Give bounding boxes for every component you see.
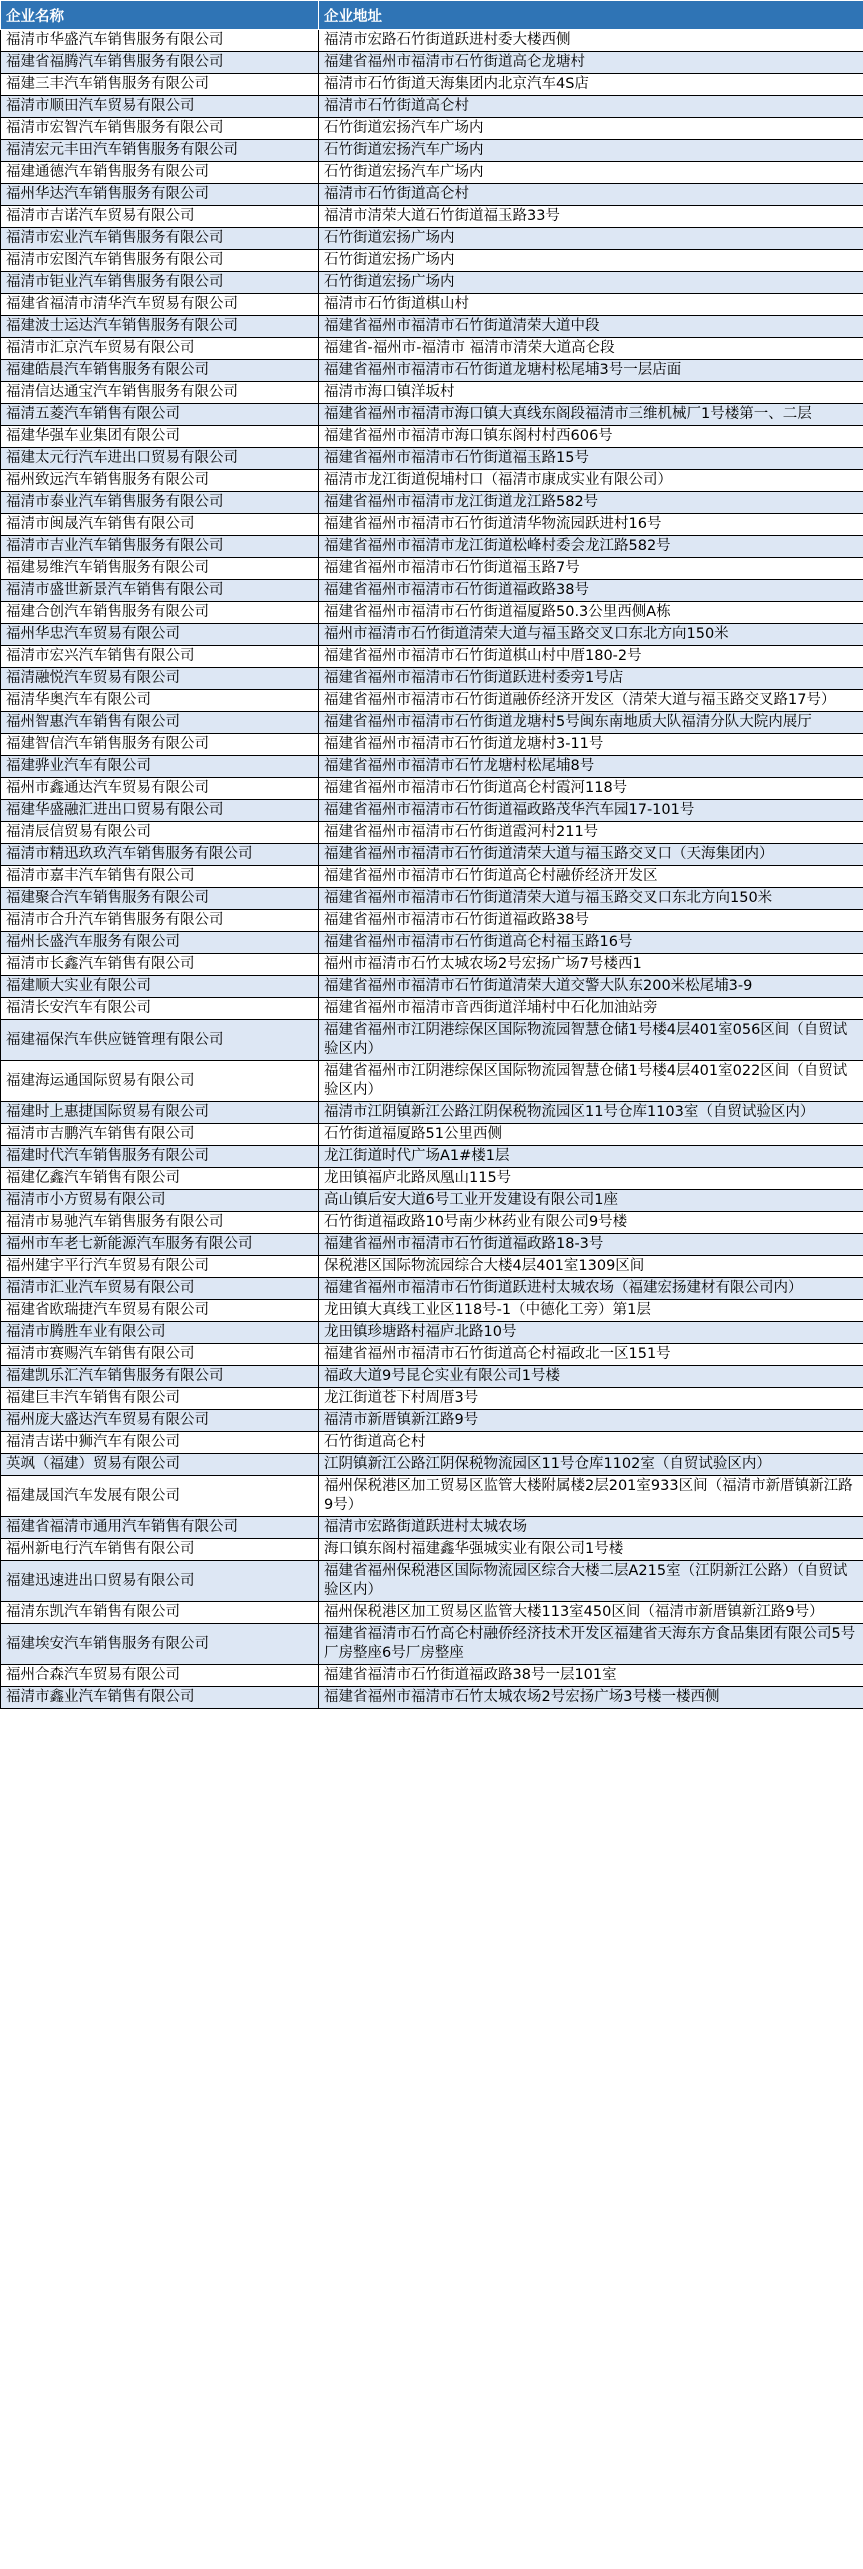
table-row (1, 1624, 863, 1665)
company-address-cell: 福州保税港区加工贸易区监管大楼113室450区间（福清市新厝镇新江路9号） (319, 1602, 863, 1624)
company-address-cell: 石竹街道宏扬广场内 (319, 272, 863, 294)
table-body (1, 30, 863, 1709)
company-address-cell: 保税港区国际物流园综合大楼4层401室1309区间 (319, 1256, 863, 1278)
company-name-cell: 福清市小方贸易有限公司 (1, 1190, 319, 1212)
company-address-cell: 福州市福清市石竹街道清荣大道与福玉路交叉口东北方向150米 (319, 624, 863, 646)
company-address-cell: 高山镇后安大道6号工业开发建设有限公司1座 (319, 1190, 863, 1212)
company-name-cell: 福建太元行汽车进出口贸易有限公司 (1, 448, 319, 470)
table-row (1, 1539, 863, 1561)
table-row (1, 1234, 863, 1256)
company-address-cell: 福清市石竹街道高仑村 (319, 184, 863, 206)
company-address-cell: 福建省福州市福清市海口镇大真线东阁段福清市三维机械厂1号楼第一、二层 (319, 404, 863, 426)
company-address-cell: 石竹街道宏扬汽车广场内 (319, 118, 863, 140)
company-name-cell: 福建巨丰汽车销售有限公司 (1, 1388, 319, 1410)
company-name-cell: 福清东凯汽车销售有限公司 (1, 1602, 319, 1624)
company-address-cell: 福建省福州市福清市石竹街道高仑村霞河118号 (319, 778, 863, 800)
company-name-cell: 福清市长鑫汽车销售有限公司 (1, 954, 319, 976)
company-name-cell: 福清辰信贸易有限公司 (1, 822, 319, 844)
company-name-cell: 福清市赛赐汽车销售有限公司 (1, 1344, 319, 1366)
table-row (1, 932, 863, 954)
company-address-cell: 福政大道9号昆仑实业有限公司1号楼 (319, 1366, 863, 1388)
table-row (1, 1687, 863, 1709)
table-row (1, 1517, 863, 1539)
table-row (1, 998, 863, 1020)
table-row (1, 426, 863, 448)
table-row (1, 1124, 863, 1146)
company-name-cell: 福州华忠汽车贸易有限公司 (1, 624, 319, 646)
company-address-cell: 石竹街道宏扬广场内 (319, 228, 863, 250)
table-row (1, 1278, 863, 1300)
table-row (1, 976, 863, 998)
company-address-cell: 海口镇东阁村福建鑫华强城实业有限公司1号楼 (319, 1539, 863, 1561)
table-row (1, 756, 863, 778)
table-row (1, 1322, 863, 1344)
company-address-cell: 龙田镇大真线工业区118号-1（中德化工旁）第1层 (319, 1300, 863, 1322)
company-address-cell: 福建省福州市福清市石竹街道龙塘村3-11号 (319, 734, 863, 756)
company-address-cell: 福建省福州市福清市石竹街道福政路38号 (319, 910, 863, 932)
company-name-cell: 福清宏元丰田汽车销售服务有限公司 (1, 140, 319, 162)
company-name-cell: 福清市汇京汽车贸易有限公司 (1, 338, 319, 360)
table-row (1, 184, 863, 206)
table-row (1, 866, 863, 888)
company-address-cell: 福建省福州市福清市石竹街道福政路18-3号 (319, 1234, 863, 1256)
company-address-cell: 石竹街道宏扬汽车广场内 (319, 162, 863, 184)
header-company-address: 企业地址 (319, 1, 863, 30)
company-name-cell: 福州合森汽车贸易有限公司 (1, 1665, 319, 1687)
company-address-cell: 龙江街道苍下村周厝3号 (319, 1388, 863, 1410)
table-row (1, 162, 863, 184)
table-row (1, 96, 863, 118)
table-row (1, 1061, 863, 1102)
company-address-cell: 福建省-福州市-福清市 福清市清荣大道高仑段 (319, 338, 863, 360)
company-name-cell: 福清市腾胜车业有限公司 (1, 1322, 319, 1344)
table-row (1, 668, 863, 690)
table-row (1, 1432, 863, 1454)
table-row (1, 1102, 863, 1124)
table-row (1, 1168, 863, 1190)
company-name-cell: 福建省欧瑞捷汽车贸易有限公司 (1, 1300, 319, 1322)
company-name-cell: 福建智信汽车销售服务有限公司 (1, 734, 319, 756)
company-name-cell: 福清市宏兴汽车销售有限公司 (1, 646, 319, 668)
company-address-cell: 福建省福州市福清市石竹龙塘村松尾埔8号 (319, 756, 863, 778)
company-name-cell: 福清市精迅玖玖汽车销售服务有限公司 (1, 844, 319, 866)
company-name-cell: 福建海运通国际贸易有限公司 (1, 1061, 319, 1102)
company-address-cell: 福建省福州市福清市石竹街道融侨经济开发区（清荣大道与福玉路交叉路17号） (319, 690, 863, 712)
company-name-cell: 福清华奥汽车有限公司 (1, 690, 319, 712)
company-name-cell: 福建华强车业集团有限公司 (1, 426, 319, 448)
company-name-cell: 福州庞大盛达汽车贸易有限公司 (1, 1410, 319, 1432)
table-row (1, 316, 863, 338)
company-address-cell: 福清市海口镇洋坂村 (319, 382, 863, 404)
company-name-cell: 福州长盛汽车服务有限公司 (1, 932, 319, 954)
company-address-cell: 福清市石竹街道天海集团内北京汽车4S店 (319, 74, 863, 96)
table-row (1, 294, 863, 316)
table-row (1, 448, 863, 470)
company-name-cell: 福建波士运达汽车销售服务有限公司 (1, 316, 319, 338)
company-name-cell: 福建凯乐汇汽车销售服务有限公司 (1, 1366, 319, 1388)
company-name-cell: 福建华盛融汇进出口贸易有限公司 (1, 800, 319, 822)
company-name-cell: 福建顺大实业有限公司 (1, 976, 319, 998)
company-address-cell: 福建省福州市福清市石竹街道霞河村211号 (319, 822, 863, 844)
table-row (1, 1561, 863, 1602)
table-row (1, 536, 863, 558)
company-address-cell: 福建省福州市福清市石竹街道福政路38号 (319, 580, 863, 602)
company-name-cell: 福建省福腾汽车销售服务有限公司 (1, 52, 319, 74)
table-row (1, 1256, 863, 1278)
company-name-cell: 福建合创汽车销售服务有限公司 (1, 602, 319, 624)
company-name-cell: 福建骅业汽车有限公司 (1, 756, 319, 778)
table-row (1, 690, 863, 712)
company-address-cell: 福清市龙江街道倪埔村口（福清市康成实业有限公司） (319, 470, 863, 492)
company-name-cell: 福清市吉鹏汽车销售有限公司 (1, 1124, 319, 1146)
table-row (1, 492, 863, 514)
company-address-cell: 福清市石竹街道棋山村 (319, 294, 863, 316)
table-row (1, 734, 863, 756)
company-address-cell: 福建省福州市福清市石竹太城农场2号宏扬广场3号楼一楼西侧 (319, 1687, 863, 1709)
table-row (1, 1410, 863, 1432)
company-address-cell: 福建省福州市江阴港综保区国际物流园智慧仓储1号楼4层401室022区间（自贸试验区内） (319, 1061, 863, 1102)
company-address-cell: 福建省福州市福清市石竹街道棋山村中厝180-2号 (319, 646, 863, 668)
company-name-cell: 福建迅速进出口贸易有限公司 (1, 1561, 319, 1602)
company-address-cell: 福建省福州市福清市石竹街道龙塘村5号闽东南地质大队福清分队大院内展厅 (319, 712, 863, 734)
company-name-cell: 福建时上惠捷国际贸易有限公司 (1, 1102, 319, 1124)
company-name-cell: 福清市鑫业汽车销售有限公司 (1, 1687, 319, 1709)
company-address-cell: 福建省福清市石竹街道福政路38号一层101室 (319, 1665, 863, 1687)
table-row (1, 800, 863, 822)
company-name-cell: 福清信达通宝汽车销售服务有限公司 (1, 382, 319, 404)
company-name-cell: 福建通德汽车销售服务有限公司 (1, 162, 319, 184)
table-row (1, 1665, 863, 1687)
company-name-cell: 福清市嘉丰汽车销售有限公司 (1, 866, 319, 888)
table-row (1, 338, 863, 360)
company-name-cell: 福清市汇业汽车贸易有限公司 (1, 1278, 319, 1300)
company-address-cell: 石竹街道高仑村 (319, 1432, 863, 1454)
company-address-cell: 福建省福州市福清市石竹街道清荣大道与福玉路交叉口（天海集团内） (319, 844, 863, 866)
table-row (1, 1344, 863, 1366)
table-row (1, 382, 863, 404)
company-address-cell: 石竹街道福政路10号南少林药业有限公司9号楼 (319, 1212, 863, 1234)
table-row (1, 250, 863, 272)
company-address-cell: 福建省福州市福清市石竹街道清荣大道与福玉路交叉口东北方向150米 (319, 888, 863, 910)
company-name-cell: 福建皓晨汽车销售服务有限公司 (1, 360, 319, 382)
table-row (1, 1020, 863, 1061)
company-name-cell: 福建亿鑫汽车销售有限公司 (1, 1168, 319, 1190)
company-address-cell: 石竹街道宏扬广场内 (319, 250, 863, 272)
company-name-cell: 福州华达汽车销售服务有限公司 (1, 184, 319, 206)
table-row (1, 910, 863, 932)
table-row (1, 624, 863, 646)
company-name-cell: 福建省福清市通用汽车销售有限公司 (1, 1517, 319, 1539)
company-name-cell: 福清市钜业汽车销售服务有限公司 (1, 272, 319, 294)
company-name-cell: 福州新电行汽车销售有限公司 (1, 1539, 319, 1561)
table-row (1, 140, 863, 162)
company-address-cell: 福建省福州市福清市海口镇东阁村村西606号 (319, 426, 863, 448)
company-address-cell: 石竹街道福厦路51公里西侧 (319, 1124, 863, 1146)
table-row (1, 206, 863, 228)
table-row (1, 30, 863, 52)
table-row (1, 888, 863, 910)
company-address-cell: 福建省福州市福清市石竹街道高仑龙塘村 (319, 52, 863, 74)
company-name-cell: 福清市盛世新景汽车销售有限公司 (1, 580, 319, 602)
company-name-cell: 福清长安汽车有限公司 (1, 998, 319, 1020)
company-address-cell: 江阴镇新江公路江阴保税物流园区11号仓库1102室（自贸试验区内） (319, 1454, 863, 1476)
company-name-cell: 福清市易驰汽车销售服务有限公司 (1, 1212, 319, 1234)
company-address-cell: 福建省福州市福清市石竹街道清荣大道交警大队东200米松尾埔3-9 (319, 976, 863, 998)
company-address-cell: 福州保税港区加工贸易区监管大楼附属楼2层201室933区间（福清市新厝镇新江路9号） (319, 1476, 863, 1517)
table-row (1, 1300, 863, 1322)
company-address-cell: 福建省福州市福清市石竹街道高仑村福玉路16号 (319, 932, 863, 954)
table-row (1, 118, 863, 140)
company-name-cell: 福建三丰汽车销售服务有限公司 (1, 74, 319, 96)
table-row (1, 1602, 863, 1624)
company-address-cell: 福建省福州市福清市石竹街道跃进村委旁1号店 (319, 668, 863, 690)
table-row (1, 52, 863, 74)
company-address-cell: 福建省福州市福清市石竹街道龙塘村松尾埔3号一层店面 (319, 360, 863, 382)
company-address-cell: 福建省福州市福清市龙江街道龙江路582号 (319, 492, 863, 514)
company-address-cell: 福清市新厝镇新江路9号 (319, 1410, 863, 1432)
company-address-cell: 福建省福州市江阴港综保区国际物流园智慧仓储1号楼4层401室056区间（自贸试验区内） (319, 1020, 863, 1061)
company-name-cell: 福建易维汽车销售服务有限公司 (1, 558, 319, 580)
company-address-cell: 福建省福州市福清市石竹街道清华物流园跃进村16号 (319, 514, 863, 536)
company-name-cell: 福清市闽晟汽车销售有限公司 (1, 514, 319, 536)
company-address-cell: 福清市宏路街道跃进村太城农场 (319, 1517, 863, 1539)
table-row (1, 1366, 863, 1388)
table-row (1, 778, 863, 800)
table-row (1, 228, 863, 250)
table-row (1, 602, 863, 624)
company-address-cell: 龙田镇珍塘路村福庐北路10号 (319, 1322, 863, 1344)
company-address-cell: 福建省福州市福清市石竹街道福玉路7号 (319, 558, 863, 580)
company-address-cell: 福清市宏路石竹街道跃进村委大楼西侧 (319, 30, 863, 52)
table-row (1, 822, 863, 844)
table-row (1, 514, 863, 536)
company-name-cell: 福州市鑫通达汽车贸易有限公司 (1, 778, 319, 800)
table-row (1, 1212, 863, 1234)
company-address-cell: 福建省福州市福清市石竹街道高仑村融侨经济开发区 (319, 866, 863, 888)
company-address-cell: 福建省福州市福清市石竹街道福政路茂华汽车园17-101号 (319, 800, 863, 822)
company-name-cell: 福清市宏业汽车销售服务有限公司 (1, 228, 319, 250)
table-row (1, 558, 863, 580)
table-row (1, 1146, 863, 1168)
company-address-cell: 福建省福州市福清市石竹街道跃进村太城农场（福建宏扬建材有限公司内） (319, 1278, 863, 1300)
company-address-cell: 龙田镇福庐北路凤凰山115号 (319, 1168, 863, 1190)
company-name-cell: 福清吉诺中狮汽车有限公司 (1, 1432, 319, 1454)
company-name-cell: 福建时代汽车销售服务有限公司 (1, 1146, 319, 1168)
company-name-cell: 福清市吉诺汽车贸易有限公司 (1, 206, 319, 228)
company-name-cell: 福清市泰业汽车销售服务有限公司 (1, 492, 319, 514)
company-name-cell: 福清市宏智汽车销售服务有限公司 (1, 118, 319, 140)
company-name-cell: 福建埃安汽车销售服务有限公司 (1, 1624, 319, 1665)
company-address-cell: 福建省福清市石竹高仑村融侨经济技术开发区福建省天海东方食品集团有限公司5号厂房整座6号厂房整座 (319, 1624, 863, 1665)
company-address-cell: 龙江街道时代广场A1#楼1层 (319, 1146, 863, 1168)
table-row (1, 74, 863, 96)
table-row (1, 1454, 863, 1476)
company-name-cell: 福建聚合汽车销售服务有限公司 (1, 888, 319, 910)
company-name-cell: 福清融悦汽车贸易有限公司 (1, 668, 319, 690)
table-row (1, 272, 863, 294)
table-row (1, 470, 863, 492)
table-row (1, 954, 863, 976)
company-name-cell: 福州智惠汽车销售有限公司 (1, 712, 319, 734)
header-row (1, 1, 863, 30)
company-name-cell: 福清市宏图汽车销售服务有限公司 (1, 250, 319, 272)
header-company-name: 企业名称 (1, 1, 319, 30)
company-name-cell: 福建省福清市清华汽车贸易有限公司 (1, 294, 319, 316)
company-address-cell: 福清市石竹街道高仑村 (319, 96, 863, 118)
company-address-cell: 福建省福州市福清市音西街道洋埔村中石化加油站旁 (319, 998, 863, 1020)
company-address-cell: 石竹街道宏扬汽车广场内 (319, 140, 863, 162)
company-name-cell: 福清市合升汽车销售服务有限公司 (1, 910, 319, 932)
company-address-cell: 福清市江阴镇新江公路江阴保税物流园区11号仓库1103室（自贸试验区内） (319, 1102, 863, 1124)
table-row (1, 646, 863, 668)
company-name-cell: 福清市华盛汽车销售服务有限公司 (1, 30, 319, 52)
company-address-cell: 福建省福州市福清市石竹街道清荣大道中段 (319, 316, 863, 338)
table-row (1, 1388, 863, 1410)
table-row (1, 404, 863, 426)
company-address-cell: 福清市清荣大道石竹街道福玉路33号 (319, 206, 863, 228)
company-address-cell: 福建省福州市福清市石竹街道福厦路50.3公里西侧A栋 (319, 602, 863, 624)
company-name-cell: 福清市顺田汽车贸易有限公司 (1, 96, 319, 118)
table-row (1, 844, 863, 866)
company-address-cell: 福州市福清市石竹太城农场2号宏扬广场7号楼西1 (319, 954, 863, 976)
company-name-cell: 福建晟国汽车发展有限公司 (1, 1476, 319, 1517)
company-address-cell: 福建省福州市福清市石竹街道福玉路15号 (319, 448, 863, 470)
company-address-cell: 福建省福州市福清市石竹街道高仑村福政北一区151号 (319, 1344, 863, 1366)
table-row (1, 712, 863, 734)
table-row (1, 1476, 863, 1517)
table-row (1, 1190, 863, 1212)
company-address-cell: 福建省福州市福清市龙江街道松峰村委会龙江路582号 (319, 536, 863, 558)
company-name-cell: 福建福保汽车供应链管理有限公司 (1, 1020, 319, 1061)
company-address-cell: 福建省福州保税港区国际物流园区综合大楼二层A215室（江阴新江公路）（自贸试验区内） (319, 1561, 863, 1602)
company-name-cell: 福州市车老七新能源汽车服务有限公司 (1, 1234, 319, 1256)
table-row (1, 360, 863, 382)
company-name-cell: 福清市吉业汽车销售服务有限公司 (1, 536, 319, 558)
company-name-cell: 福清五菱汽车销售有限公司 (1, 404, 319, 426)
table-row (1, 580, 863, 602)
company-name-cell: 福州致远汽车销售服务有限公司 (1, 470, 319, 492)
company-name-cell: 福州建宇平行汽车贸易有限公司 (1, 1256, 319, 1278)
company-name-cell: 英飒（福建）贸易有限公司 (1, 1454, 319, 1476)
